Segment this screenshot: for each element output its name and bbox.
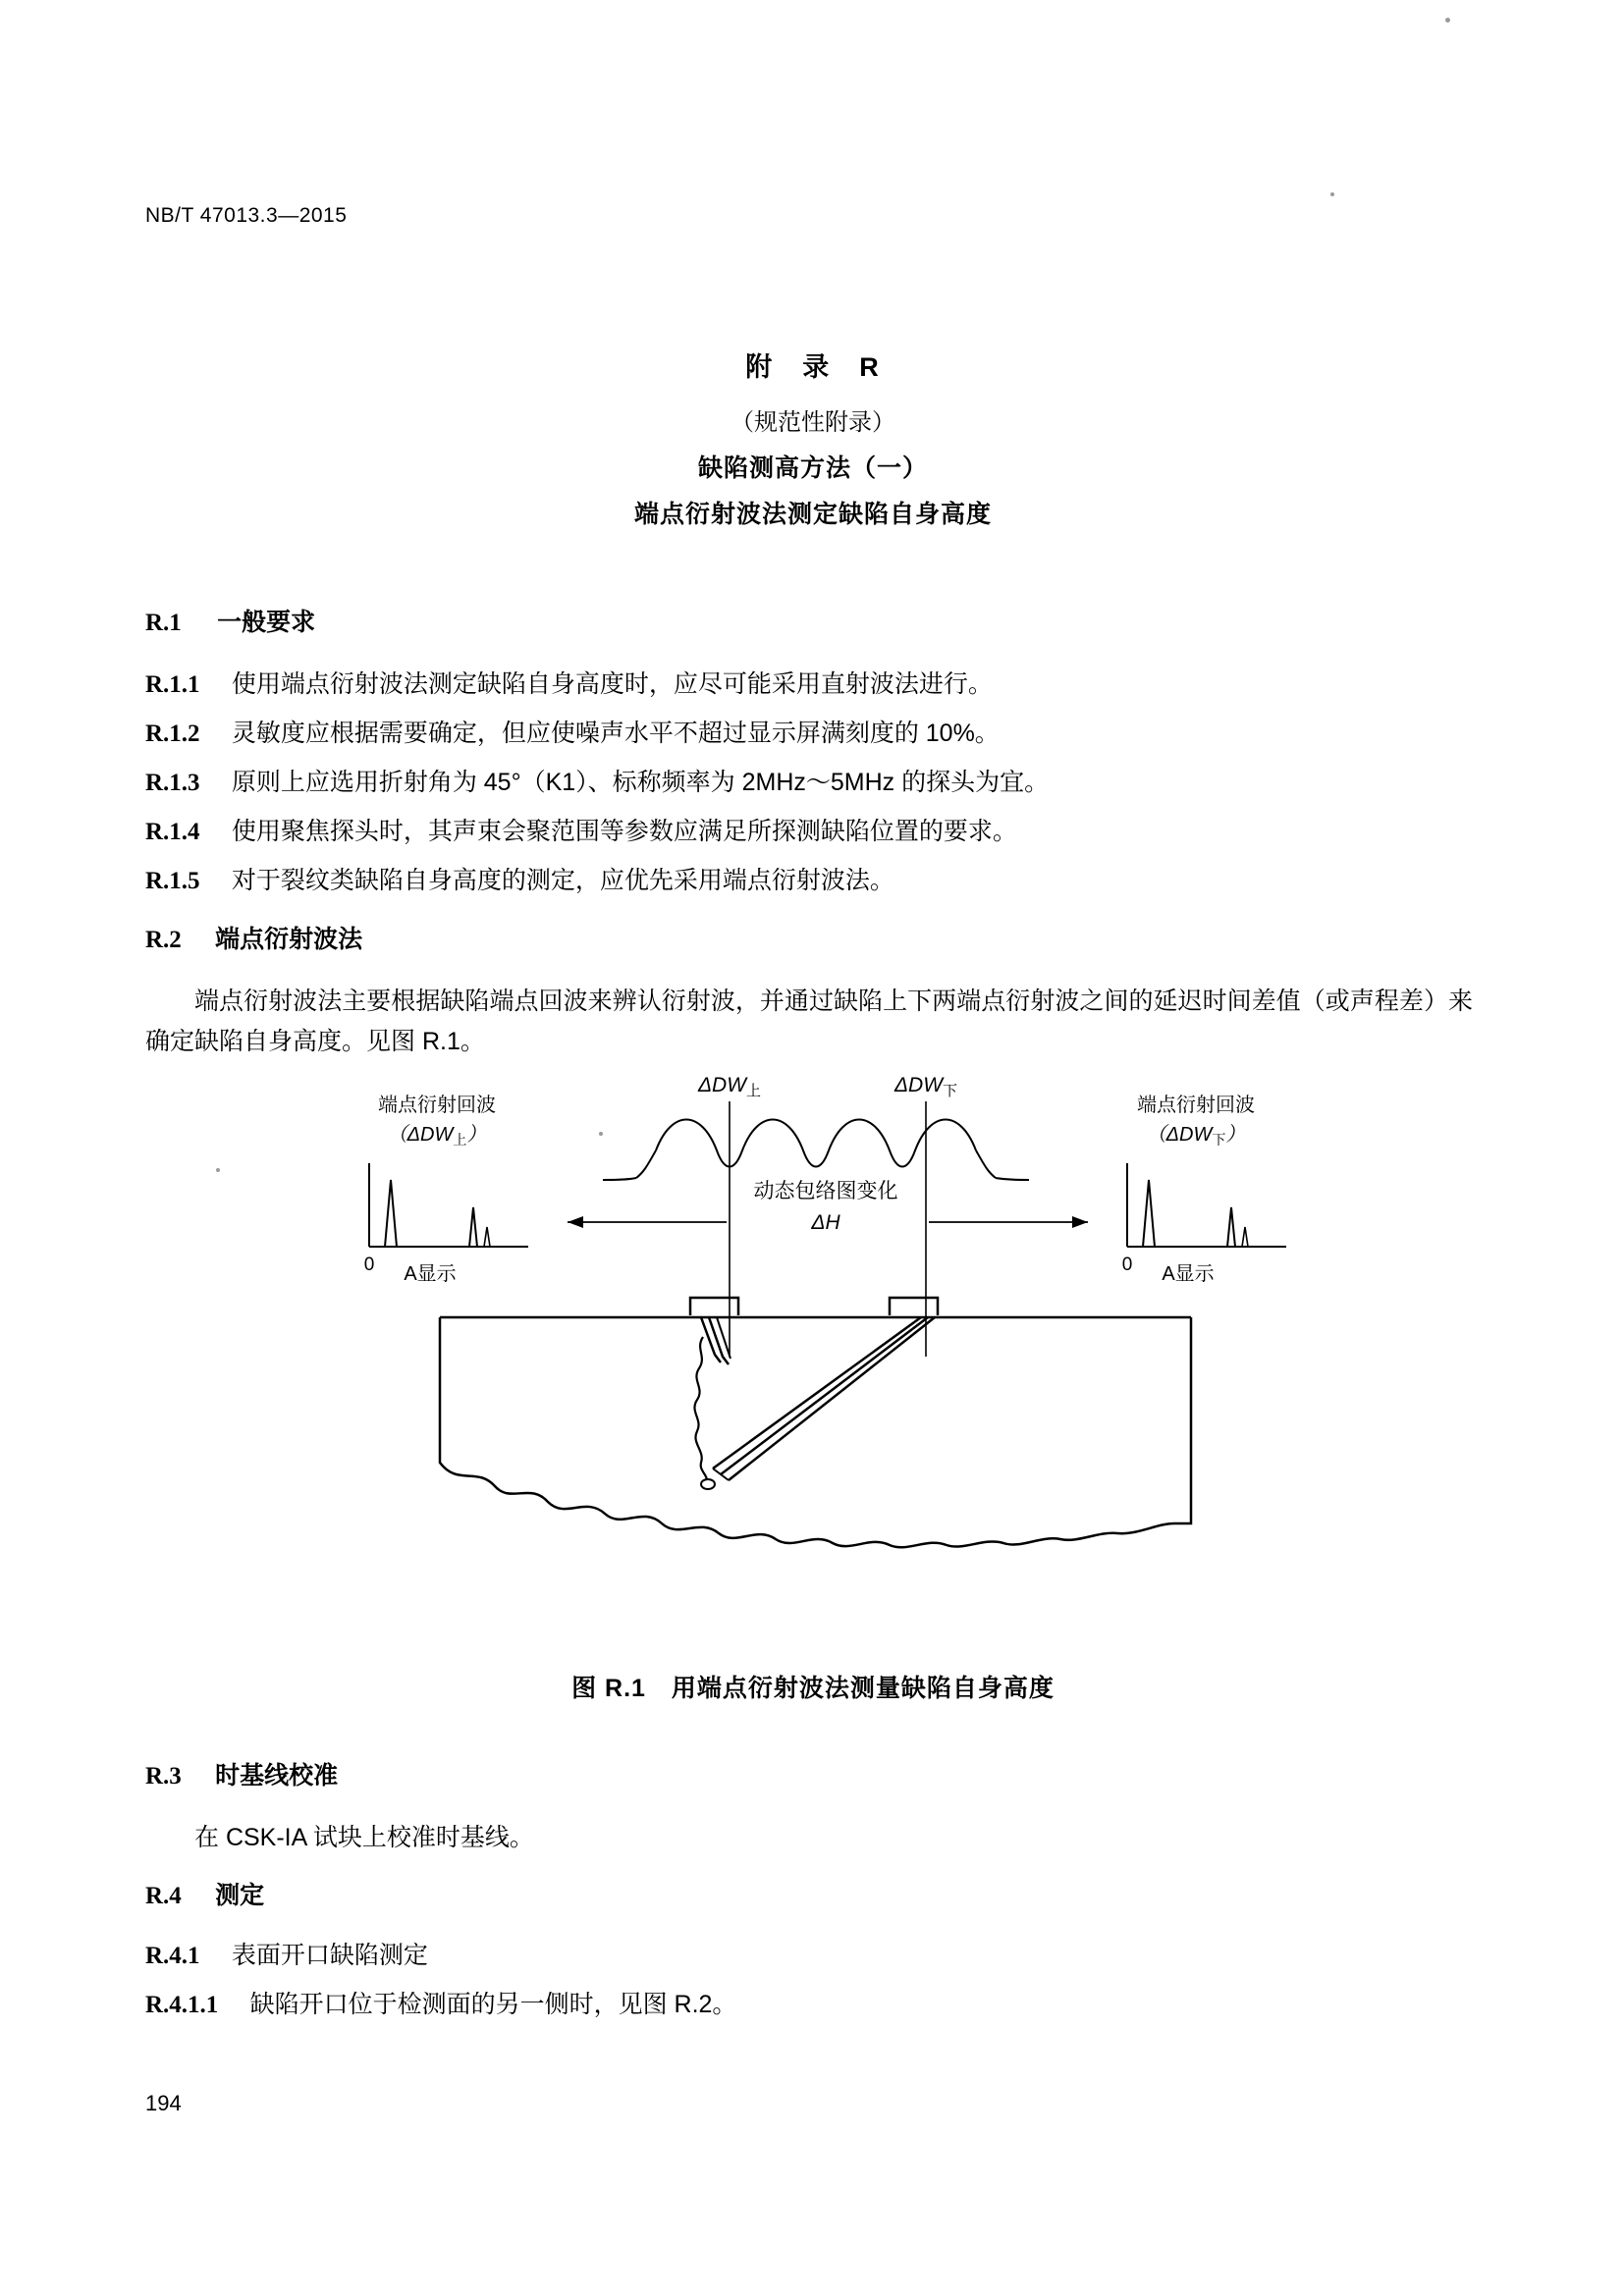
clause-r1-2 <box>145 715 1481 754</box>
figure-r1 <box>145 1070 1481 1620</box>
figure-right-box-line1: 端点衍射回波 <box>1137 1095 1255 1116</box>
figure-label-dw-top-left: ΔDW上 <box>697 1074 762 1099</box>
clause-r1-4 <box>145 813 1481 852</box>
annex-subtitle-normative: （规范性附录） <box>731 409 895 436</box>
figure-right-box-line2: （ΔDW下） <box>1146 1124 1246 1148</box>
clause-number: R.4.1.1 <box>145 1992 219 2018</box>
figure-right-a-display: A显示 <box>1162 1263 1215 1285</box>
clause-number: R.3 <box>145 1763 182 1789</box>
annex-title: 附 录 R <box>745 352 881 382</box>
figure-left-ascan <box>364 1094 528 1285</box>
figure-left-box-line2: （ΔDW上） <box>387 1124 487 1148</box>
clause-number: R.1.1 <box>145 671 200 698</box>
clause-text: 使用聚焦探头时，其声束会聚范围等参数应满足所探测缺陷位置的要求。 <box>231 818 1017 845</box>
figure-r1-drawing <box>145 1070 1481 1620</box>
annex-subtitle-description: 端点衍射波法测定缺陷自身高度 <box>633 501 992 528</box>
annex-subtitle-method: 缺陷测高方法（一） <box>697 454 928 482</box>
clause-r1-5 <box>145 862 1481 901</box>
paragraph-r2-body: 端点衍射波法主要根据缺陷端点回波来辨认衍射波，并通过缺陷上下两端点衍射波之间的延迟时间差值（或声程差）来确定缺陷自身高度。见图 R.1。 <box>145 988 1473 1055</box>
clause-text: 对于裂纹类缺陷自身高度的测定，应优先采用端点衍射波法。 <box>231 867 894 894</box>
clause-r2 <box>145 921 1481 960</box>
page-content <box>145 0 1481 2296</box>
clause-r4-1 <box>145 1937 1481 1976</box>
clause-text: 测定 <box>215 1882 265 1909</box>
clause-text: 端点衍射波法 <box>215 926 363 953</box>
page-number: 194 <box>145 2091 182 2115</box>
clause-r4 <box>145 1877 1481 1916</box>
clause-text: 灵敏度应根据需要确定，但应使噪声水平不超过显示屏满刻度的 10%。 <box>231 720 1000 747</box>
paragraph-r3-body: 在 CSK-IA 试块上校准时基线。 <box>194 1824 534 1851</box>
clause-number: R.1 <box>145 610 182 636</box>
figure-right-ascan <box>1122 1094 1286 1285</box>
clause-number: R.1.2 <box>145 721 200 747</box>
clause-text: 一般要求 <box>217 609 316 636</box>
clause-text: 时基线校准 <box>215 1762 339 1789</box>
clause-text: 缺陷开口位于检测面的另一侧时，见图 R.2。 <box>249 1991 737 2018</box>
figure-left-zero: 0 <box>363 1255 375 1275</box>
clause-number: R.4 <box>145 1883 182 1909</box>
clause-number: R.1.5 <box>145 868 200 894</box>
clause-number: R.4.1 <box>145 1943 200 1969</box>
clause-text: 表面开口缺陷测定 <box>231 1942 428 1969</box>
clause-number: R.2 <box>145 927 182 953</box>
clause-text: 原则上应选用折射角为 45°（K1）、标称频率为 2MHz～5MHz 的探头为宜。 <box>231 769 1050 796</box>
figure-caption: 图 R.1 用端点衍射波法测量缺陷自身高度 <box>571 1675 1055 1702</box>
clause-r4-1-1 <box>145 1986 1481 2025</box>
clause-r1-3 <box>145 764 1481 803</box>
standard-code-header: NB/T 47013.3—2015 <box>145 204 348 227</box>
figure-center-label-1: 动态包络图变化 <box>753 1180 898 1202</box>
figure-right-zero: 0 <box>1121 1255 1133 1275</box>
figure-label-dw-top-right: ΔDW下 <box>893 1074 958 1099</box>
clause-number: R.1.4 <box>145 819 200 845</box>
clause-number: R.1.3 <box>145 770 200 796</box>
clause-r3 <box>145 1757 1481 1796</box>
clause-text: 使用端点衍射波法测定缺陷自身高度时，应尽可能采用直射波法进行。 <box>231 670 993 698</box>
figure-center-label-2: ΔH <box>811 1211 840 1234</box>
clause-r1 <box>145 604 1481 643</box>
figure-left-box-line1: 端点衍射回波 <box>378 1095 496 1116</box>
figure-left-a-display: A显示 <box>404 1263 457 1285</box>
clause-r1-1 <box>145 666 1481 705</box>
